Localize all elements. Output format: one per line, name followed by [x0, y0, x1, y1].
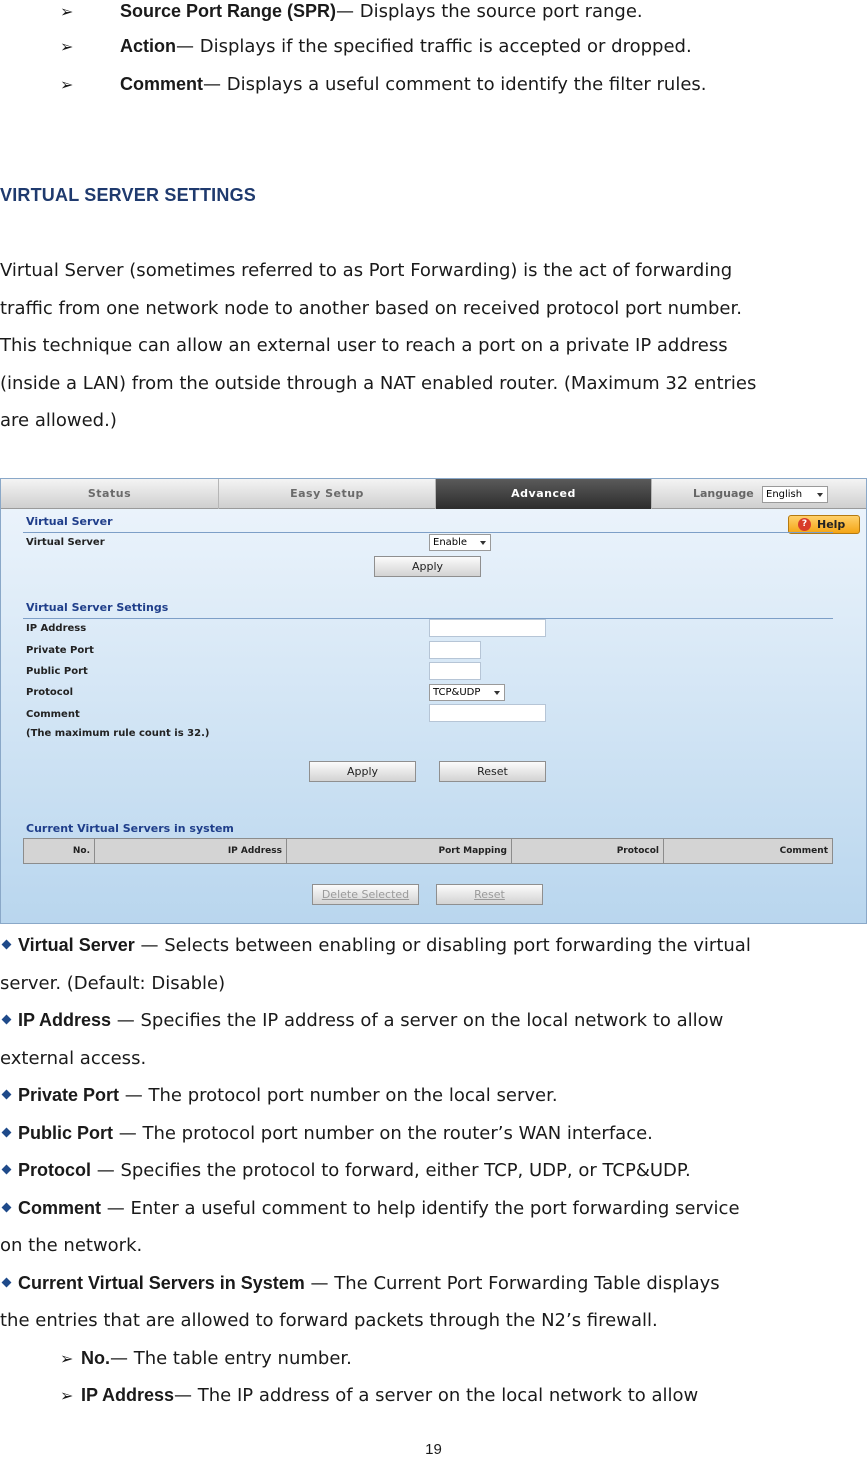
- virtual-server-heading: Virtual Server: [26, 515, 113, 528]
- protocol-select[interactable]: [429, 684, 505, 701]
- diamond-bullet-icon: [2, 940, 12, 950]
- top-nav: [1, 479, 867, 509]
- language-select[interactable]: [762, 486, 828, 503]
- comment-input[interactable]: [429, 704, 546, 722]
- paragraph-line: (inside a LAN) from the outside through a NAT enabled router. (Maximum 32 entries: [0, 372, 757, 394]
- list-term: Source Port Range (SPR): [120, 0, 337, 21]
- comment-label: Comment: [26, 709, 80, 720]
- bullet-desc: — Specifies the protocol to forward, either TCP, UDP, or TCP&UDP.: [91, 1160, 691, 1181]
- paragraph-line: This technique can allow an external user to reach a port on a private IP address: [0, 335, 728, 357]
- apply-button[interactable]: Apply: [374, 556, 481, 577]
- public-port-label: Public Port: [26, 666, 88, 677]
- bullet-desc: — Enter a useful comment to help identify the port forwarding service: [101, 1197, 740, 1219]
- chevron-down-icon: [480, 541, 486, 545]
- private-port-label: Private Port: [26, 645, 94, 656]
- bullet-desc: — Selects between enabling or disabling port forwarding the virtual: [134, 935, 751, 956]
- column-header: Protocol: [512, 839, 664, 863]
- protocol-label: Protocol: [26, 687, 74, 698]
- settings-heading: Virtual Server Settings: [26, 601, 169, 614]
- arrow-bullet-icon: ➢: [60, 1348, 74, 1368]
- bullet-item: [0, 1190, 867, 1265]
- bullet-list: [0, 927, 867, 1340]
- paragraph-line: Virtual Server (sometimes referred to as Port Forwarding) is the act of forwarding: [0, 260, 733, 281]
- bullet-item: [0, 1152, 867, 1190]
- bullet-item: [0, 1077, 867, 1115]
- list-desc: — The table entry number.: [110, 1347, 352, 1369]
- arrow-bullet-icon: ➢: [60, 1385, 74, 1405]
- column-header: No.: [24, 839, 95, 863]
- chevron-down-icon: [817, 493, 823, 497]
- question-icon: ?: [798, 518, 811, 531]
- bullet-desc-continued: the entries that are allowed to forward packets through the N2’s firewall.: [0, 1310, 658, 1331]
- ip-address-label: IP Address: [26, 623, 87, 634]
- bullet-item: [0, 1115, 867, 1153]
- bullet-term: Comment: [18, 1197, 102, 1218]
- divider: [23, 532, 833, 533]
- diamond-bullet-icon: [2, 1202, 12, 1212]
- virtual-server-value: Enable: [433, 537, 468, 548]
- page-number: 19: [425, 1441, 442, 1458]
- help-label: Help: [817, 518, 846, 531]
- list-item: [81, 1382, 698, 1408]
- reset-table-button[interactable]: Reset: [436, 884, 543, 905]
- diamond-bullet-icon: [2, 1090, 12, 1100]
- section-title: VIRTUAL SERVER SETTINGS: [0, 185, 256, 205]
- ip-address-input[interactable]: [429, 619, 546, 637]
- diamond-bullet-icon: [2, 1277, 12, 1287]
- list-desc: — Displays the source port range.: [336, 0, 643, 22]
- bullet-term: Current Virtual Servers in System: [18, 1272, 305, 1293]
- bullet-term: Virtual Server: [18, 935, 135, 955]
- router-ui-screenshot: [0, 478, 867, 924]
- chevron-down-icon: [494, 691, 500, 695]
- virtual-server-select[interactable]: [429, 534, 491, 551]
- divider: [23, 618, 833, 619]
- bullet-desc: — The protocol port number on the router’s WAN interface.: [113, 1122, 653, 1144]
- bullet-desc-continued: external access.: [0, 1047, 147, 1069]
- protocol-value: TCP&UDP: [433, 687, 481, 698]
- column-header: Port Mapping: [287, 839, 512, 863]
- bullet-item: [0, 1002, 867, 1077]
- arrow-bullet-icon: ➢: [60, 74, 74, 94]
- diamond-bullet-icon: [2, 1165, 12, 1175]
- tab-easy-setup[interactable]: Easy Setup: [219, 479, 436, 509]
- column-header: IP Address: [95, 839, 287, 863]
- column-header: Comment: [779, 846, 828, 856]
- reset-settings-button[interactable]: Reset: [439, 761, 546, 782]
- list-term: IP Address: [81, 1384, 175, 1405]
- bullet-term: Private Port: [18, 1085, 120, 1105]
- tab-advanced[interactable]: Advanced: [436, 479, 652, 509]
- paragraph-line: are allowed.): [0, 410, 117, 432]
- list-desc: — Displays if the specified traffic is accepted or dropped.: [176, 35, 692, 57]
- list-term: No.: [81, 1347, 110, 1368]
- bullet-desc: — The Current Port Forwarding Table displays: [304, 1272, 720, 1294]
- diamond-bullet-icon: [2, 1127, 12, 1137]
- list-item: [60, 1382, 81, 1408]
- list-item: [60, 1345, 81, 1371]
- list-desc: — The IP address of a server on the local network to allow: [174, 1384, 699, 1406]
- public-port-input[interactable]: [429, 662, 481, 680]
- bullet-term: IP Address: [18, 1010, 112, 1030]
- bullet-item: [0, 927, 867, 1002]
- arrow-bullet-icon: ➢: [60, 36, 74, 56]
- language-label: Language: [693, 487, 754, 500]
- bullet-item: [0, 1265, 867, 1340]
- bullet-desc-continued: on the network.: [0, 1235, 143, 1256]
- tab-status[interactable]: Status: [1, 479, 219, 509]
- max-rule-note: (The maximum rule count is 32.): [26, 728, 210, 739]
- arrow-bullet-icon: ➢: [60, 1, 74, 21]
- list-item: [81, 1345, 352, 1371]
- diamond-bullet-icon: [2, 1015, 12, 1025]
- current-servers-heading: Current Virtual Servers in system: [26, 822, 234, 835]
- virtual-server-label: Virtual Server: [26, 537, 105, 548]
- private-port-input[interactable]: [429, 641, 481, 659]
- paragraph-line: traffic from one network node to another based on received protocol port number.: [0, 297, 742, 319]
- bullet-desc: — The protocol port number on the local server.: [119, 1085, 558, 1106]
- list-term: Comment: [120, 73, 204, 94]
- bullet-desc-continued: server. (Default: Disable): [0, 972, 226, 994]
- list-item: [60, 71, 707, 97]
- bullet-desc: — Specifies the IP address of a server on the local network to allow: [111, 1010, 724, 1031]
- intro-paragraph: [0, 252, 867, 440]
- apply-settings-button[interactable]: Apply: [309, 761, 416, 782]
- list-item: [60, 0, 643, 24]
- delete-selected-button[interactable]: Delete Selected: [312, 884, 419, 905]
- table-header: [23, 838, 833, 864]
- list-desc: — Displays a useful comment to identify the filter rules.: [203, 73, 707, 95]
- bullet-term: Protocol: [18, 1160, 92, 1180]
- language-value: English: [766, 489, 803, 500]
- list-term: Action: [120, 35, 176, 56]
- bullet-term: Public Port: [18, 1122, 114, 1143]
- list-item: [60, 33, 692, 59]
